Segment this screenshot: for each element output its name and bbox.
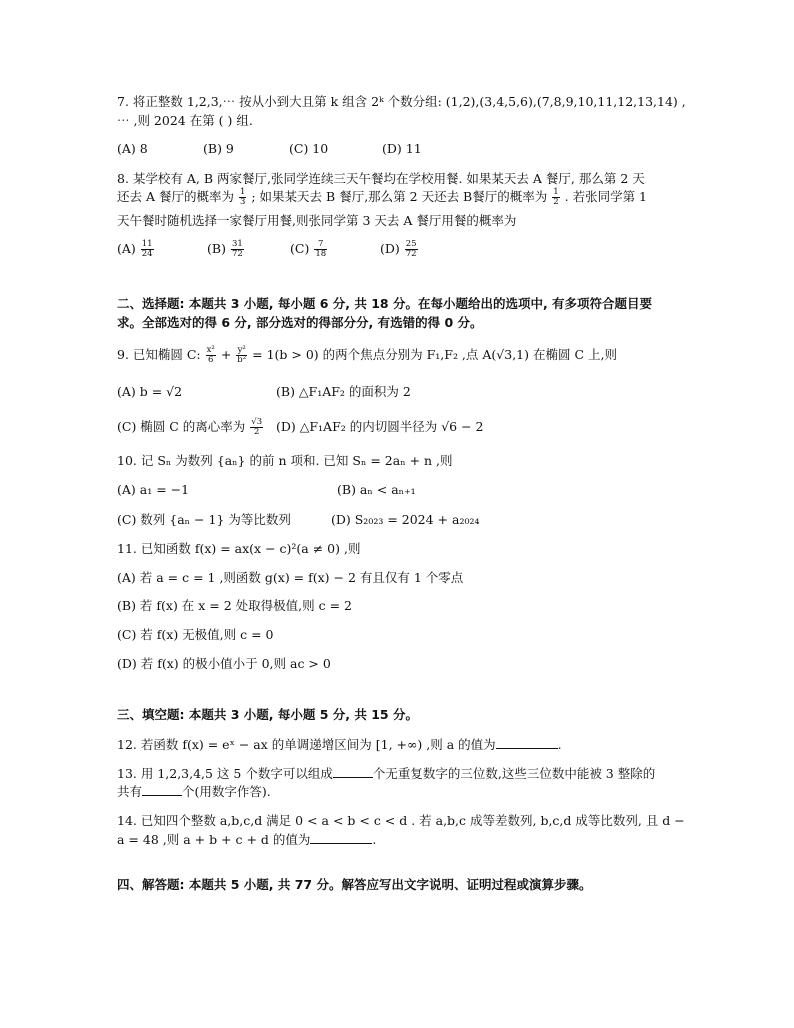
q10-option-b: (B) aₙ < aₙ₊₁ <box>337 482 416 497</box>
q13-stem-line2: 共有 个(用数字作答). <box>117 784 271 799</box>
q9-option-c: (C) 椭圆 C 的离心率为 $\frac{√3}{2}$ <box>117 417 263 437</box>
q11-stem: 11. 已知函数 f(x) = ax(x − c)²(a ≠ 0) ,则 <box>117 541 361 556</box>
q14-answer-blank <box>310 831 372 844</box>
q11-option-d: (D) 若 f(x) 的极小值小于 0,则 ac > 0 <box>117 656 331 671</box>
q12-stem: 12. 若函数 f(x) = eˣ − ax 的单调递增区间为 [1, +∞) ,则 a 的值为 . <box>117 737 562 752</box>
section4-heading: 四、解答题: 本题共 5 小题, 共 77 分。解答应写出文字说明、证明过程或演算步骤。 <box>117 877 592 892</box>
q13-answer-blank-1 <box>333 765 373 778</box>
q11-option-c: (C) 若 f(x) 无极值,则 c = 0 <box>117 627 274 642</box>
q10-option-d: (D) S₂₀₂₃ = 2024 + a₂₀₂₄ <box>331 512 480 527</box>
q7-option-d: (D) 11 <box>382 141 422 156</box>
q8-option-c: (C) $\frac{7}{18}$ <box>290 239 327 259</box>
q7-stem-line2: ⋯ ,则 2024 在第 ( ) 组. <box>117 113 253 128</box>
q9-fraction-y: $\frac{\text{y²}}{\text{b²}}$ <box>237 345 247 365</box>
q14-stem-line1: 14. 已知四个整数 a,b,c,d 满足 0 < a < b < c < d . 若 a,b,c 成等差数列, b,c,d 成等比数列, 且 d − <box>117 813 685 828</box>
q11-option-b: (B) 若 f(x) 在 x = 2 处取得极值,则 c = 2 <box>117 598 352 613</box>
q8-stem-line1: 8. 某学校有 A, B 两家餐厅,张同学连续三天午餐均在学校用餐. 如果某天去 A 餐厅, 那么第 2 天 <box>117 171 645 186</box>
q10-option-c: (C) 数列 {aₙ − 1} 为等比数列 <box>117 512 291 527</box>
q9-fraction-x: $\frac{\text{x²}}{6}$ <box>206 345 215 365</box>
q13-answer-blank-2 <box>142 783 182 796</box>
section2-heading-line2: 求。全部选对的得 6 分, 部分选对的得部分分, 有选错的得 0 分。 <box>117 315 483 330</box>
q8-stem-line3: 天午餐时随机选择一家餐厅用餐,则张同学第 3 天去 A 餐厅用餐的概率为 <box>117 213 517 228</box>
q8-text-b: ; 如果某天去 B 餐厅,那么第 2 天还去 B餐厅的概率为 <box>251 189 548 204</box>
q9-option-a: (A) b = √2 <box>117 384 183 399</box>
q8-fraction-1: $\frac{1}{3}$ <box>239 187 246 207</box>
q8-text-c: . 若张同学第 1 <box>564 189 647 204</box>
section3-heading: 三、填空题: 本题共 3 小题, 每小题 5 分, 共 15 分。 <box>117 707 418 722</box>
q7-option-b: (B) 9 <box>203 141 234 156</box>
q12-answer-blank <box>496 736 558 749</box>
q8-fraction-2: $\frac{1}{2}$ <box>553 187 559 207</box>
q8-text-a: 还去 A 餐厅的概率为 <box>117 189 234 204</box>
q10-option-a: (A) a₁ = −1 <box>117 482 190 497</box>
q7-option-c: (C) 10 <box>289 141 329 156</box>
q11-option-a: (A) 若 a = c = 1 ,则函数 g(x) = f(x) − 2 有且仅有 1 个零点 <box>117 570 464 585</box>
q8-option-b: (B) $\frac{31}{72}$ <box>207 239 243 259</box>
q9-stem: 9. 已知椭圆 C: $\frac{\text{x²}}{6}$ + $\frac{\text{y²}}{\text{b²}}$ = 1(b > 0) 的两个焦点分别为 F₁,F₂ ,点 A(√3,1) 在椭圆 C 上,则 <box>117 345 617 365</box>
q7-option-a: (A) 8 <box>117 141 148 156</box>
q10-stem: 10. 记 Sₙ 为数列 {aₙ} 的前 n 项和. 已知 Sₙ = 2aₙ + n ,则 <box>117 453 453 468</box>
section2-heading-line1: 二、选择题: 本题共 3 小题, 每小题 6 分, 共 18 分。在每小题给出的选项中, 有多项符合题目要 <box>117 296 653 311</box>
q8-stem-line2 <box>117 188 647 207</box>
q8-option-a: (A) $\frac{11}{24}$ <box>117 239 153 259</box>
q13-stem-line1: 13. 用 1,2,3,4,5 这 5 个数字可以组成 个无重复数字的三位数,这些三位数中能被 3 整除的 <box>117 766 656 781</box>
q9-option-d: (D) △F₁AF₂ 的内切圆半径为 √6 − 2 <box>276 419 484 434</box>
q9-option-b: (B) △F₁AF₂ 的面积为 2 <box>276 384 411 399</box>
q8-option-d: (D) $\frac{25}{72}$ <box>380 239 417 259</box>
q7-stem-line1: 7. 将正整数 1,2,3,⋯ 按从小到大且第 k 组含 2ᵏ 个数分组: (1,2),(3,4,5,6),(7,8,9,10,11,12,13,14) , <box>117 94 686 109</box>
q14-stem-line2: a = 48 ,则 a + b + c + d 的值为 . <box>117 832 377 847</box>
